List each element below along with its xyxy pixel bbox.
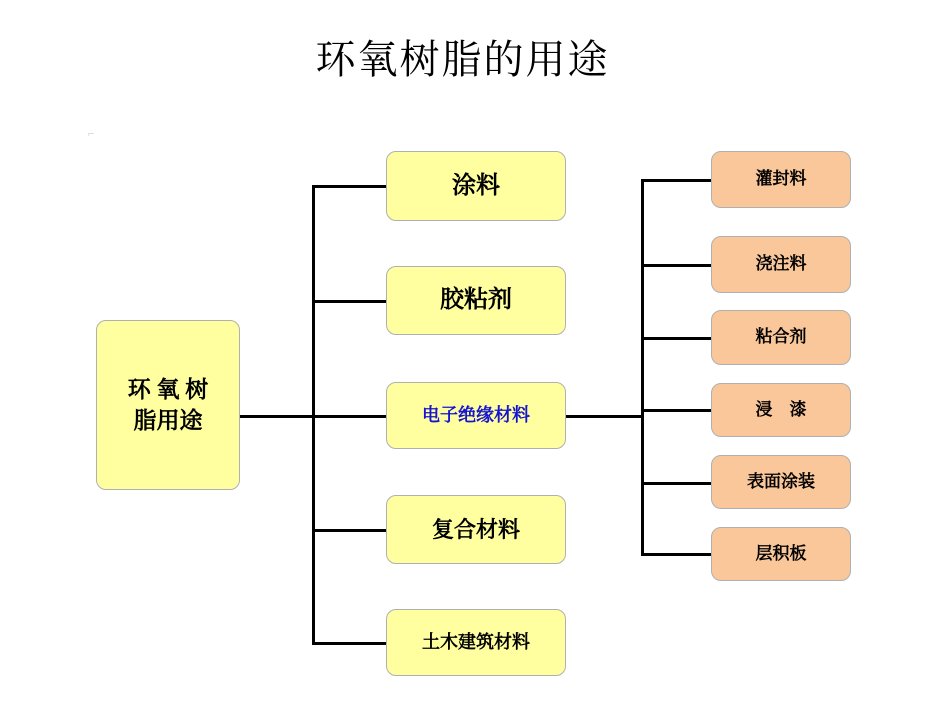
node-potting-compound[interactable] <box>711 151 851 208</box>
node-composite-material[interactable] <box>386 495 566 564</box>
node-casting-compound-label: 浇注料 <box>755 254 807 274</box>
node-root-line2: 脂用途 <box>133 408 203 433</box>
connector-spine-to-coating <box>312 185 386 188</box>
node-adhesive[interactable] <box>386 266 566 335</box>
node-surface-coating-label: 表面涂装 <box>747 471 815 491</box>
connector-insulation-to-spine2 <box>565 415 643 418</box>
node-casting-compound[interactable] <box>711 236 851 293</box>
node-root[interactable] <box>96 320 240 490</box>
connector-spine2-to-surface <box>641 482 711 485</box>
node-binder[interactable] <box>711 310 851 365</box>
node-adhesive-label: 胶粘剂 <box>440 287 512 314</box>
node-varnish-impregnation[interactable] <box>711 383 851 437</box>
node-varnish-impregnation-label: 浸 漆 <box>755 399 807 419</box>
connector-root-to-spine <box>238 415 314 418</box>
node-coating-label: 涂料 <box>452 172 500 199</box>
node-composite-material-label: 复合材料 <box>431 516 520 542</box>
page-title: 环氧树脂的用途 <box>315 37 610 82</box>
connector-spine2-to-laminate <box>641 553 711 556</box>
node-civil-construction-material[interactable] <box>386 609 566 676</box>
connector-spine2-to-varnish <box>641 409 711 412</box>
node-laminate-board-label: 层积板 <box>755 543 807 563</box>
node-electronic-insulation[interactable] <box>386 382 566 449</box>
connector-level2-spine <box>641 180 644 555</box>
node-binder-label: 粘合剂 <box>755 327 807 347</box>
node-electronic-insulation-label: 电子绝缘材料 <box>422 405 530 426</box>
connector-spine2-to-binder <box>641 337 711 340</box>
node-laminate-board[interactable] <box>711 527 851 581</box>
connector-spine-to-insulation <box>312 415 386 418</box>
node-coating[interactable] <box>386 151 566 221</box>
node-potting-compound-label: 灌封料 <box>755 169 807 189</box>
node-civil-construction-material-label: 土木建筑材料 <box>422 632 530 653</box>
node-surface-coating[interactable] <box>711 455 851 509</box>
connector-spine-to-composite <box>312 529 386 532</box>
connector-spine-to-construction <box>312 642 386 645</box>
connector-spine-to-adhesive <box>312 300 386 303</box>
connector-spine2-to-casting <box>641 264 711 267</box>
decorative-mark: ⌐ <box>88 128 95 140</box>
node-root-line1: 环 氧 树 <box>127 376 209 402</box>
connector-spine2-to-potting <box>641 179 711 182</box>
